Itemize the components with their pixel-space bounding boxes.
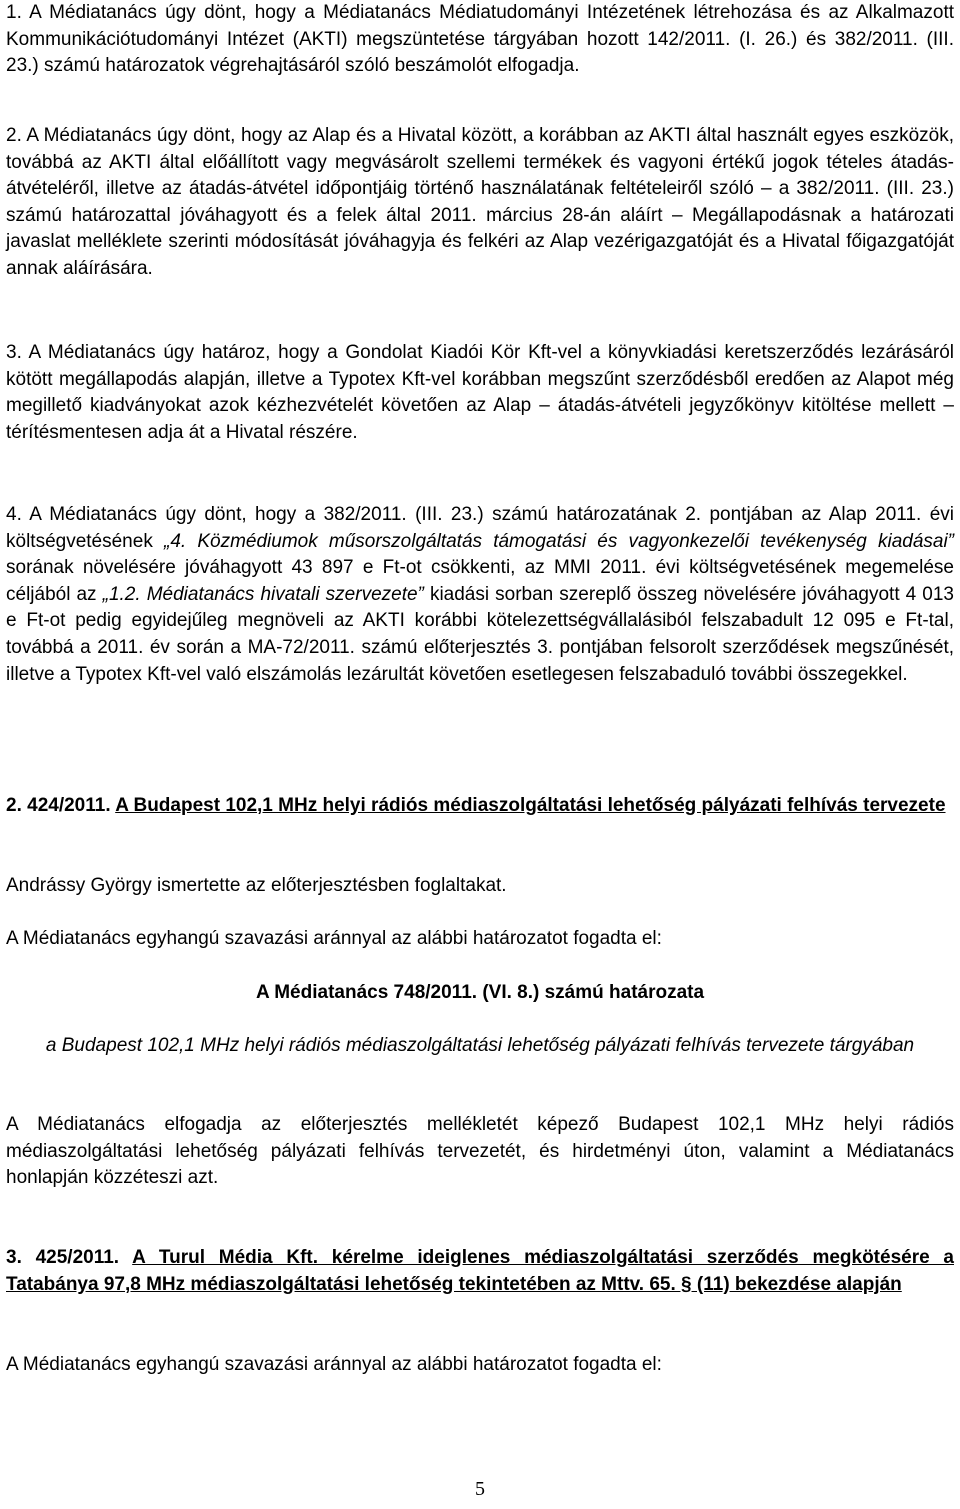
paragraph-4-text-c: kiadási sorban szereplő összeg növelésére jóváhagyott 4 013 e Ft-ot pedig egyidejűleg megnöveli az AKTI korábbi kötelezettségvállalásiból felszabadult 12 095 e Ft-tal, továbbá a 2011. év során a MA-72/2011. számú előterjesztés 3. pontjában felsorolt szerződések megszűnését, illetve a Typotex Kft-vel való elszámolás lezárultát követően esetlegesen felszabaduló további összegekkel. xyxy=(6,583,954,685)
section-3-title: A Turul Média Kft. kérelme ideiglenes médiaszolgáltatási szerződés megkötésére a Tatabánya 97,8 MHz médiaszolgáltatási lehetőség tekintetében az Mttv. 65. § (11) bekezdése alapján xyxy=(6,1247,954,1295)
section-2-vote: A Médiatanács egyhangú szavazási aránnyal az alábbi határozatot fogadta el: xyxy=(6,928,662,949)
paragraph-1: 1. A Médiatanács úgy dönt, hogy a Médiatanács Médiatudományi Intézetének létrehozása és az Alkalmazott Kommunikációtudományi Intézet (AKTI) megszüntetése tárgyában hozott 142/2011. (I. 26.) és 382/2011. (III. 23.) számú határozatok végrehajtásáról szóló beszámolót elfogadja. xyxy=(6,2,954,77)
section-3-vote: A Médiatanács egyhangú szavazási aránnyal az alábbi határozatot fogadta el: xyxy=(6,1354,662,1375)
section-2-number: 2. 424/2011. xyxy=(6,795,116,816)
paragraph-3: 3. A Médiatanács úgy határoz, hogy a Gondolat Kiadói Kör Kft-vel a könyvkiadási keretszerződés lezárásáról kötött megállapodás alapján, illetve a Typotex Kft-vel korábban megszűnt szerződésből eredően az Alapot még megillető kiadványokat azok kézhezvételét követően az Alap – átadás-átvételi jegyzőkönyv kitöltése mellett – térítésmentesen adja át a Hivatal részére. xyxy=(6,342,954,443)
budget-line-1-2: „1.2. Médiatanács hivatali szervezete” xyxy=(102,583,424,605)
paragraph-4 xyxy=(6,502,954,688)
paragraph-2: 2. A Médiatanács úgy dönt, hogy az Alap és a Hivatal között, a korábban az AKTI által használt egyes eszközök, továbbá az AKTI által előállított vagy megvásárolt szellemi termékek és vagyoni értékű jogok tételes átadás-átvételéről, illetve az átadás-átvétel időpontjáig történő használatának feltételeiről szóló – a 382/2011. (III. 23.) számú határozattal jóváhagyott és a felek által 2011. március 28-án aláírt – Megállapodásnak a határozati javaslat melléklete szerinti módosítását jóváhagyja és felkéri az Alap vezérigazgatóját és a Hivatal főigazgatóját annak aláírására. xyxy=(6,125,954,279)
section-2-intro: Andrássy György ismertette az előterjesztésben foglaltakat. xyxy=(6,875,507,896)
section-2-heading xyxy=(6,793,954,820)
page-number: 5 xyxy=(475,1478,485,1500)
paragraph-4-text-a: 4. A Médiatanács úgy dönt, hogy a 382/2011. (III. 23.) számú határozatának 2. pontjában az Alap 2011. évi költségvetésének xyxy=(6,504,954,552)
decision-748-subject: a Budapest 102,1 MHz helyi rádiós médiaszolgáltatási lehetőség pályázati felhívás tervezete tárgyában xyxy=(45,1035,915,1056)
decision-748-body: A Médiatanács elfogadja az előterjesztés mellékletét képező Budapest 102,1 MHz helyi rádiós médiaszolgáltatási lehetőség pályázati felhívás tervezetét, és hirdetményi úton, valamint a Médiatanács honlapján közzéteszi azt. xyxy=(6,1114,954,1189)
section-3-number: 3. 425/2011. xyxy=(6,1247,133,1268)
section-2-title: A Budapest 102,1 MHz helyi rádiós médiaszolgáltatási lehetőség pályázati felhívás tervezete xyxy=(115,795,946,816)
section-3-heading xyxy=(6,1245,954,1298)
paragraph-4-text-b: sorának növelésére jóváhagyott 43 897 e Ft-ot csökkenti, az MMI 2011. évi költségvetésének megemelése céljából az xyxy=(6,557,954,605)
decision-748-title: A Médiatanács 748/2011. (VI. 8.) számú határozata xyxy=(255,982,705,1003)
budget-line-4: „4. Közmédiumok műsorszolgáltatás támogatási és vagyonkezelői tevékenység kiadásai” xyxy=(164,530,955,552)
